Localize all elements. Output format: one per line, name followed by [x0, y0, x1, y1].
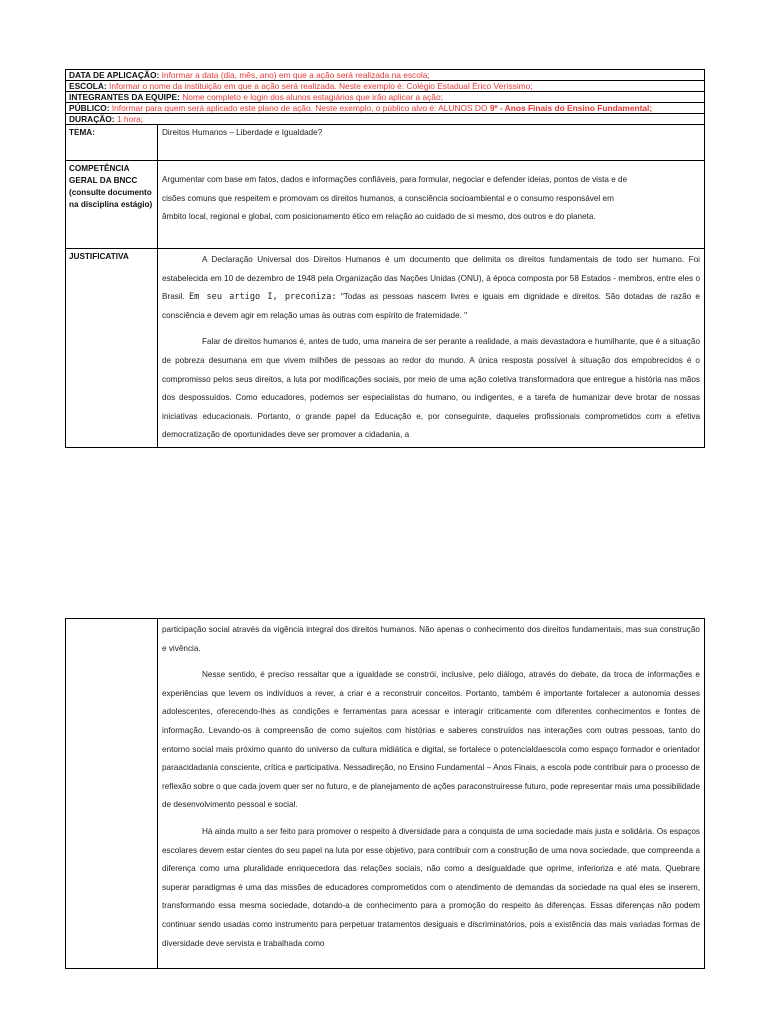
row-justificativa — [66, 249, 705, 448]
integrantes-label: INTEGRANTES DA EQUIPE: — [69, 92, 180, 102]
row-duracao — [66, 114, 705, 125]
competencia-line-1: Argumentar com base em fatos, dados e informações confiáveis, para formular, negociar e defender ideias, pontos de vista e de — [162, 175, 628, 184]
paragraph-1-text-b: "Todas as pessoas nascem livres e iguais em dignidade e direitos. São dotadas de razão e consciência e devem agir em relação umas às outras com espírito de fraternidade. " — [162, 292, 700, 320]
tema-value: Direitos Humanos – Liberdade e Igualdade? — [158, 125, 705, 161]
escola-value: Informar o nome da instituição em que a ação será realizada. Neste exemplo é: Colégio Estadual Érico Veríssimo; — [109, 81, 533, 91]
publico-value: Informar para quem será aplicado este plano de ação. Neste exemplo, o público alvo é: ALUNOS DO — [111, 103, 488, 113]
competencia-label: COMPETÊNCIA GERAL DA BNCC (consulte documento na disciplina estágio) — [66, 161, 158, 249]
justificativa-paragraph-5: Há ainda muito a ser feito para promover o respeito à diversidade para a conquista de uma sociedade mais justa e solidária. Os espaços escolares devem estar cientes do seu papel na luta por esse objetivo, para contribuir com a construção de uma nova sociedade, que compreenda a diferença como uma pluralidade enriquecedora das relações sociais, não como a desigualdade que oprime, inferioriza e até mata. Quebrare superar paradigmas é uma das missões de educadores comprometidos com o atendimento de demandas da sociedade na qual eles se inserem, transformando essa mesma sociedade, dotando-a de conhecimento para a promoção do respeito às diferenças. Essas diferenças não podem continuar sendo usadas como instrumento para perpetuar tratamentos desiguais e discriminatórios, pois a existência das mais variadas formas de diversidade deve servista e trabalhada como — [162, 826, 700, 948]
publico-bold-value: 9º - Anos Finais do Ensino Fundamental; — [489, 103, 653, 113]
document-page-1 — [0, 0, 768, 470]
justificativa-paragraph-3: participação social através da vigência integral dos direitos humanos. Não apenas o conhecimento dos direitos fundamentais, mas sua construção e vivência. — [162, 625, 700, 653]
paragraph-1-artigo: Em seu artigo I, preconiza: — [189, 292, 337, 303]
page-gap — [0, 470, 768, 600]
integrantes-value: Nome completo e login dos alunos estagiários que irão aplicar a ação; — [182, 92, 443, 102]
paragraph-1-text-a: A Declaração Universal dos Direitos Humanos é um documento que delimita os direitos fundamentais de todo ser humano. Foi estabelecida em 10 de dezembro de 1948 pela Organização das Nações Unidas (ONU), à época composta por 58 Estados - membros, entre eles o Brasil. — [162, 255, 700, 302]
row-competencia — [66, 161, 705, 249]
escola-label: ESCOLA: — [69, 81, 107, 91]
tema-label: TEMA: — [66, 125, 158, 161]
action-plan-table-continued — [65, 618, 705, 969]
justificativa-label-empty — [66, 619, 158, 969]
justificativa-cell-2 — [158, 619, 705, 969]
duracao-label: DURAÇÃO: — [69, 114, 115, 124]
competencia-line-3: âmbito local, regional e global, com posicionamento ético em relação ao cuidado de si mesmo, dos outros e do planeta. — [162, 212, 596, 222]
row-integrantes — [66, 92, 705, 103]
data-aplicacao-value: Informar a data (dia, mês, ano) em que a ação será realizada na escola; — [161, 70, 430, 80]
document-page-2 — [0, 600, 768, 1024]
row-data-aplicacao — [66, 70, 705, 81]
justificativa-label: JUSTIFICATIVA — [66, 249, 158, 448]
duracao-value: 1 hora; — [116, 114, 143, 124]
row-escola — [66, 81, 705, 92]
data-aplicacao-label: DATA DE APLICAÇÃO: — [69, 70, 160, 80]
publico-label: PÚBLICO: — [69, 103, 110, 113]
row-justificativa-continued — [66, 619, 705, 969]
competencia-cell — [158, 161, 705, 249]
justificativa-paragraph-4: Nesse sentido, é preciso ressaltar que a igualdade se constrói, inclusive, pelo diálogo, através do debate, da troca de informações e experiências que levem os indivíduos a rever, a criar e a reconstruir conceitos. Portanto, também é importante fortalecer a autonomia desses adolescentes, oferecendo-lhes as condições e ferramentas para acessar e interagir criticamente com diferentes conhecimentos e fontes de informação. Levando-os à compreensão de como sujeitos com histórias e saberes construídos nas interações com outras pessoas, tanto do entorno social mais próximo quanto do universo da cultura midiática e digital, se fortalece o potencialdaescola como espaço formador e orientador paraacidadania consciente, crítica e participativa. Nessadireção, no Ensino Fundamental – Anos Finais, a escola pode contribuir para o processo de reflexão sobre o que cada jovem quer ser no futuro, e de planejamento de ações paraconstruiresse futuro, pode representar mais uma possibilidade de desenvolvimento pessoal e social. — [162, 670, 700, 810]
row-tema — [66, 125, 705, 161]
justificativa-paragraph-1 — [162, 251, 700, 325]
justificativa-paragraph-2: Falar de direitos humanos é, antes de tudo, uma maneira de ser perante a realidade, a mais devastadora e humilhante, que é a situação de pobreza desumana em que vivem milhões de pessoas ao redor do mundo. A única resposta possível à situação dos empobrecidos é o compromisso pelos seus direitos, a luta por modificações sociais, por meio de uma ação coletiva transformadora que entregue a história nas mãos dos despossuídos. Como educadores, podemos ser especialistas do humano, ou indigentes, e a tarefa de humanizar deve brotar de nossas iniciativas educacionais. Portanto, o grande papel da Educação e, por conseguinte, daqueles profissionais comprometidos com a efetiva democratização de oportunidades deve ser promover a cidadania, a — [162, 337, 700, 440]
justificativa-cell-1 — [158, 249, 705, 448]
action-plan-table — [65, 69, 705, 448]
row-publico — [66, 103, 705, 114]
competencia-line-2: cisões comuns que respeitem e promovam os direitos humanos, a consciência socioambiental e o consumo responsável em — [162, 193, 614, 203]
